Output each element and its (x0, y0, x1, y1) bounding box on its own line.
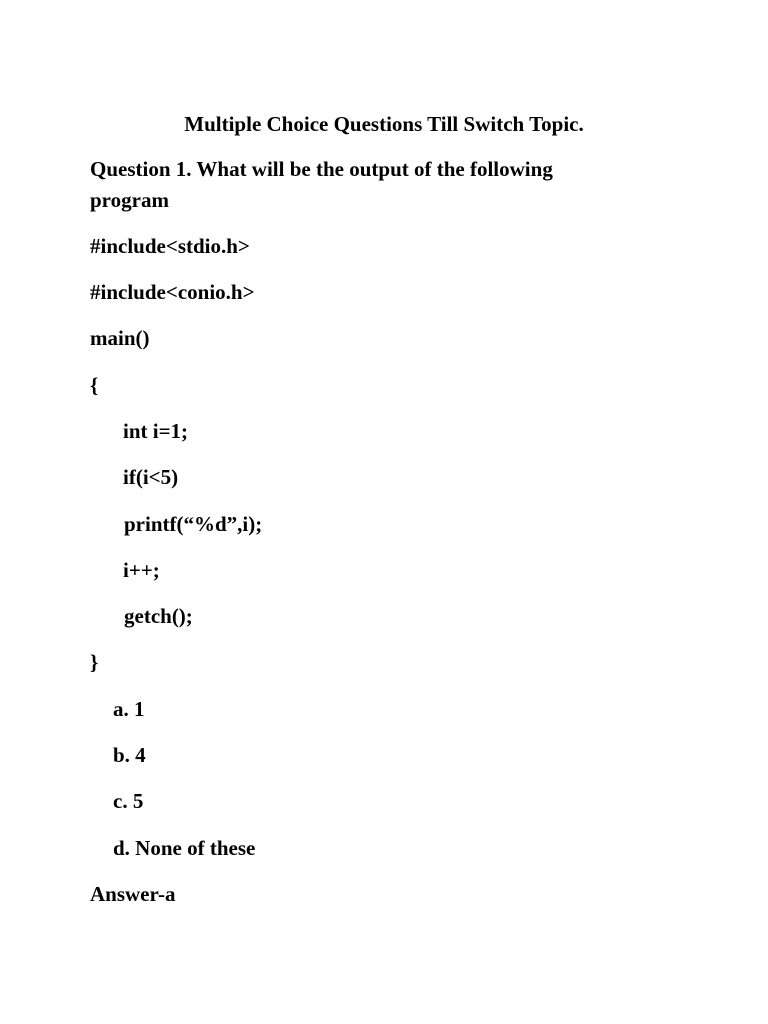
code-declaration: int i=1; (123, 419, 189, 443)
code-increment: i++; (123, 558, 160, 582)
code-include-conio: #include<conio.h> (90, 280, 255, 304)
option-d: d. None of these (113, 836, 256, 860)
document-title: Multiple Choice Questions Till Switch Topic. (184, 112, 584, 136)
code-getch: getch(); (124, 604, 193, 628)
code-include-stdio: #include<stdio.h> (90, 234, 250, 258)
option-b: b. 4 (113, 743, 146, 767)
option-a: a. 1 (113, 697, 145, 721)
code-open-brace: { (90, 373, 99, 397)
code-printf-statement: printf(“%d”,i); (124, 512, 263, 536)
option-c: c. 5 (113, 789, 144, 813)
code-if-statement: if(i<5) (123, 465, 179, 489)
code-close-brace: } (90, 650, 99, 674)
code-main: main() (90, 326, 150, 350)
question-text: Question 1. What will be the output of the following program (90, 157, 553, 212)
answer-text: Answer-a (90, 882, 176, 906)
